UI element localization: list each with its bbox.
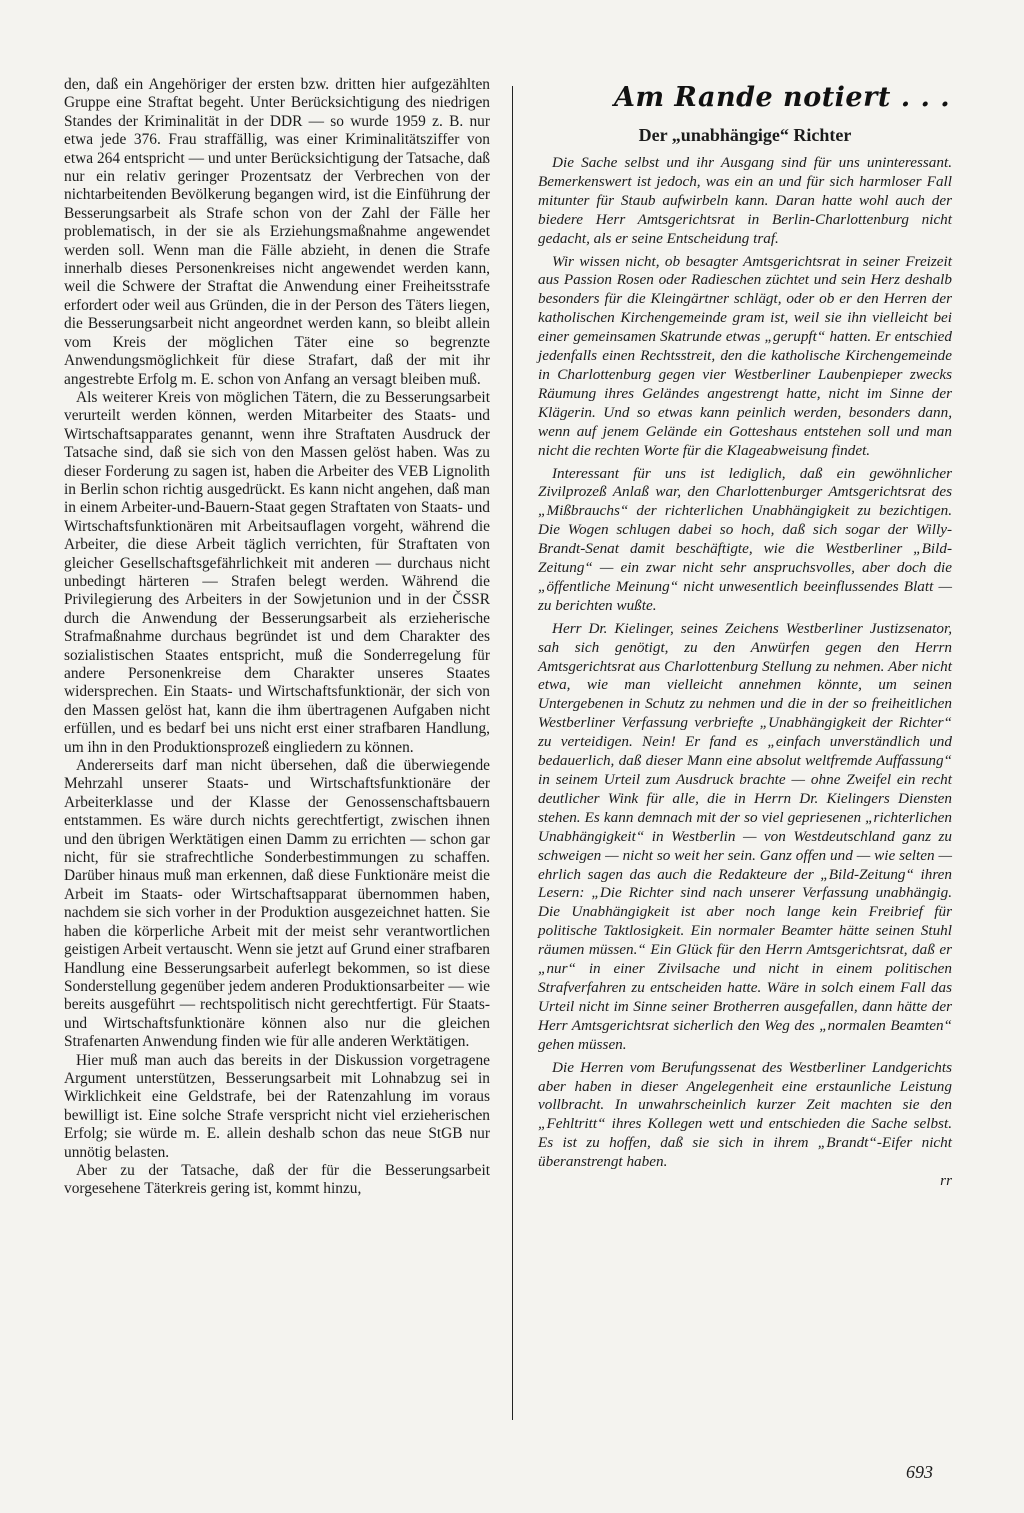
author-signature: rr: [940, 1172, 952, 1190]
left-paragraph-4: Hier muß man auch das bereits in der Diskussion vorgetragene Argument unterstützen, Besserungsarbeit mit Lohnabzug sei in Wirklichkeit eine Geldstrafe, bei der Ratenzahlung im voraus bewilligt ist. Eine solche Strafe verspricht nicht viel erzieherischen Erfolg; sie würde m. E. allein deshalb schon das neue StGB nur unnötig belasten.: [64, 1051, 490, 1161]
left-paragraph-3: Andererseits darf man nicht übersehen, daß die überwiegende Mehrzahl unserer Staats- und Wirtschaftsfunktionäre der Arbeiterklasse und der Klasse der Genossenschaftsbauern entstammen. Es wäre durch nichts gerechtfertigt, zwischen ihnen und den übrigen Werktätigen einen Damm zu errichten — schon gar nicht, für sie strafrechtliche Sonderbestimmungen zu schaffen. Darüber hinaus muß man erkennen, daß diese Funktionäre meist die Arbeit im Staats- oder Wirtschaftsapparat übernommen haben, nachdem sie sich vorher in der Produktion ausgezeichnet hatten. Sie haben die körperliche Arbeit mit der meist sehr verantwortlichen geistigen Arbeit vertauscht. Wenn sie jetzt auf Grund einer strafbaren Handlung eine Besserungsarbeit auferlegt bekommen, so ist diese Sonderstellung gegenüber jedem anderen Produktionsarbeiter — wie bereits ausgeführt — rechtspolitisch nicht gerechtfertigt. Für Staats- und Wirtschaftsfunktionäre können also nur die gleichen Strafenarten Anwendung finden wie für alle anderen Werktätigen.: [64, 757, 490, 1051]
left-paragraph-5: Aber zu der Tatsache, daß der für die Besserungsarbeit vorgesehene Täterkreis gering ist, kommt hinzu,: [64, 1161, 490, 1198]
article-paragraph-1: Die Sache selbst und ihr Ausgang sind für uns uninteressant. Bemerkenswert ist jedoch, was ein an und für sich harmloser Fall mitunter für Staub aufwirbeln kann. Daran hatte wohl auch der biedere Herr Amtsgerichtsrat in Berlin-Charlottenburg nicht gedacht, als er seine Entscheidung traf.: [538, 154, 952, 247]
article-paragraph-5: Die Herren vom Berufungssenat des Westberliner Landgerichts aber haben in dieser Angelegenheit eine erstaunliche Leistung vollbracht. In unwahrscheinlich kurzer Zeit machten sie den „Fehltritt“ ihres Kollegen wett und entschieden die Sache selbst. Es ist zu hoffen, daß sie sich in ihrem „Brandt“-Eifer nicht überanstrengt haben.: [538, 1058, 952, 1171]
article-paragraph-3: Interessant für uns ist lediglich, daß ein gewöhnlicher Zivilprozeß Anlaß war, den Charlottenburger Amtsgerichtsrat des „Mißbrauchs“ der richterlichen Unabhängigkeit zu bezichtigen. Die Wogen schlugen dabei so hoch, daß sich sogar der Willy-Brandt-Senat damit beschäftigte, wie die Westberliner „Bild-Zeitung“ — ein zwar nicht sehr anspruchsvolles, aber doch die „öffentliche Meinung“ nicht unwesentlich beeinflussendes Blatt — zu berichten wußte.: [538, 464, 952, 614]
section-heading: Am Rande notiert . . .: [614, 82, 951, 113]
article-title: Der „unabhängige“ Richter: [638, 125, 852, 145]
article-paragraph-4: Herr Dr. Kielinger, seines Zeichens Westberliner Justizsenator, sah sich genötigt, zu den Anwürfen gegen den Herrn Amtsgerichtsrat aus Charlottenburg Stellung zu nehmen. Aber nicht etwa, wie man vielleicht annehmen könnte, um seinen Untergebenen in Schutz zu nehmen und die in der so freiheitlichen Westberliner Verfassung verbriefte „Unabhängigkeit der Richter“ zu verteidigen. Nein! Er fand es „einfach unverständlich und bedauerlich, daß dieser Mann eine absolut weltfremde Auffassung“ in seinem Urteil zum Ausdruck brachte — ohne Zweifel ein recht deutlicher Wink für alle, die in Herrn Dr. Kielingers Diensten stehen. Es kann demnach mit der so viel gepriesenen „richterlichen Unabhängigkeit“ in Westberlin — von Westdeutschland ganz zu schweigen — nicht so weit her sein. Ganz offen und — wie selten — ehrlich sagen das auch die Redakteure der „Bild-Zeitung“ ihren Lesern: „Die Richter sind nach unserer Verfassung unabhängig. Die Unabhängigkeit ist aber noch lange kein Freibrief für politische Taktlosigkeit. Ein normaler Beamter hätte seinen Stuhl räumen müssen.“ Ein Glück für den Herrn Amtsgerichtsrat, daß er „nur“ in einer Zivilsache und nicht in einem politischen Strafverfahren zu entscheiden hatte. Wäre in solch einem Fall das Urteil nicht im Sinne seiner Brotherren ausgefallen, dann hätte der Herr Amtsgerichtsrat sicherlich den Weg des „normalen Beamten“ gehen müssen.: [538, 619, 952, 1053]
left-column: [64, 76, 490, 1199]
left-paragraph-2: Als weiterer Kreis von möglichen Tätern, die zu Besserungsarbeit verurteilt werden können, werden Mitarbeiter des Staats- und Wirtschaftsapparates genannt, wenn ihre Straftaten Ausdruck der Tatsache sind, daß sie sich von den Massen gelöst haben. Was zu dieser Forderung zu sagen ist, haben die Arbeiter des VEB Lignolith in Berlin schon richtig ausgedrückt. Es kann nicht angehen, daß man in einem Arbeiter-und-Bauern-Staat gegen Straftaten von Staats- und Wirtschaftsfunktionären mit Arbeitsauflagen vorgeht, während die Arbeiter, die diese Arbeit täglich verrichten, für Straftaten von gleicher Gesellschaftsgefährlichkeit mit anderen — durchaus nicht unbedingt härteren — Strafen belegt werden. Während die Privilegierung des Arbeiters in der Sowjetunion und in der ČSSR durch die Anwendung der Besserungsarbeit als erzieherische Strafmaßnahme durchaus begründet ist und dem Charakter des sozialistischen Staates entspricht, muß die Sonderregelung für andere Personenkreise dem Charakter unseres Staates widersprechen. Ein Staats- und Wirtschaftsfunktionär, der sich von den Massen gelöst hat, kann die ihm übertragenen Aufgaben nicht erfüllen, und es bedarf bei uns nicht erst einer strafbaren Handlung, um ihn in den Produktionsprozeß eingliedern zu können.: [64, 388, 490, 756]
left-paragraph-1: den, daß ein Angehöriger der ersten bzw. dritten hier aufgezählten Gruppe eine Straftat begeht. Unter Berücksichtigung des niedrigen Standes der Kriminalität in der DDR — so wurde 1959 z. B. nur etwa jede 376. Frau straffällig, was einer Kriminalitätsziffer von etwa 264 entspricht — und unter Berücksichtigung der Tatsache, daß nur ein relativ geringer Prozentsatz der Verbrechen von der nichtarbeitenden Bevölkerung begangen wird, ist die Einführung der Besserungsarbeit als Strafe schon von der Zahl der Fälle her problematisch, in der sie als Erziehungsmaßnahme angewendet werden soll. Wenn man die Fälle abzieht, in denen die Strafe innerhalb dieses Personenkreises nicht angewendet werden kann, weil die Schwere der Straftat die Anwendung einer Freiheitsstrafe erfordert oder weil aus Gründen, die in der Person des Täters liegen, die Besserungsarbeit nicht angeordnet werden kann, so bleibt allein vom Kreis der möglichen Täter eine so begrenzte Anwendungsmöglichkeit für diese Strafart, daß der mit ihr angestrebte Erfolg m. E. schon von Anfang an versagt bleiben muß.: [64, 76, 490, 388]
article-paragraph-2: Wir wissen nicht, ob besagter Amtsgerichtsrat in seiner Freizeit aus Passion Rosen oder Radieschen züchtet und sein Herz deshalb besonders für die Kleingärtner schlägt, oder ob er den Herren der katholischen Kirchengemeinde gram ist, weil sie ihn vielleicht bei einer gemeinsamen Skatrunde etwas „gerupft“ hatten. Er entschied jedenfalls einen Rechtsstreit, den die katholische Kirchengemeinde in Charlottenburg gegen vier Westberliner Laubenpieper zwecks Räumung ihres Geländes angestrengt hatte, nicht im Sinne der Klägerin. Und so etwas kann peinlich werden, besonders dann, wenn auf jenem Gelände ein Gotteshaus entstehen soll und man nicht die rechten Worte für die Klageabweisung findet.: [538, 252, 952, 459]
column-divider: [512, 86, 513, 1420]
right-column: [538, 76, 952, 1191]
article-body: [538, 154, 952, 1191]
page-number: 693: [906, 1462, 933, 1482]
